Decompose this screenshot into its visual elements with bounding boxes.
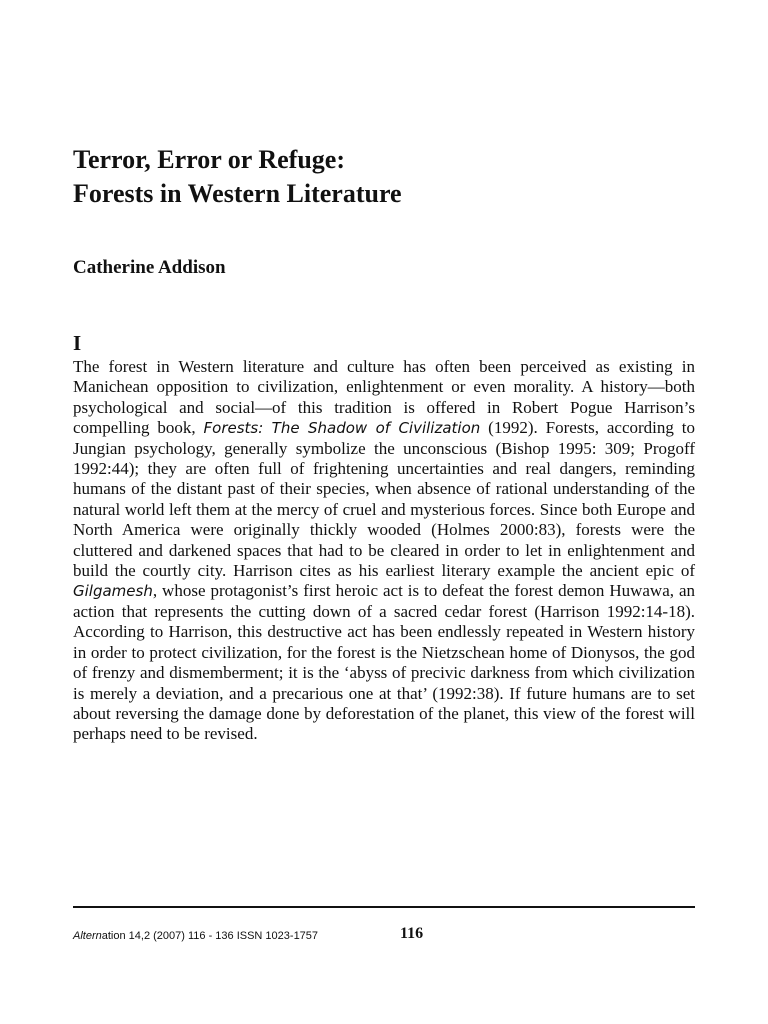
article-title-line-2: Forests in Western Literature: [73, 179, 402, 208]
body-text-part-2: (1992). Forests, according to Jungian psychology, generally symbolize the unconscious (Bishop 1995: 309; Progoff 1992:44); they are often full of frightening uncertainties and real dangers, reminding humans of the distant past of their species, when absence of rational understanding of the natural world left them at the mercy of cruel and mysterious forces. Since both Europe and North America were originally thickly wooded (Holmes 2000:83), forests were the cluttered and darkened spaces that had to be cleared in order to let in enlightenment and build the courtly city. Harrison cites as his earliest literary example the ancient epic of: [73, 418, 695, 581]
page-footer: [73, 927, 695, 947]
journal-details: ation 14,2 (2007) 116 - 136 ISSN 1023-1757: [101, 930, 319, 942]
book-title: Forests: The Shadow of Civilization: [203, 419, 481, 438]
article-title-line-1: Terror, Error or Refuge:: [73, 145, 345, 174]
body-paragraph: [73, 357, 695, 745]
article-title: [73, 143, 693, 211]
body-text-part-3: , whose protagonist’s first heroic act is to defeat the forest demon Huwawa, an action that represents the cutting down of a sacred cedar forest (Harrison 1992:14-18). According to Harrison, this destructive act has been endlessly repeated in Western history in order to protect civilization, for the forest is the Nietzschean home of Dionysos, the god of frenzy and dismemberment; it is the ‘abyss of precivic darkness from which civilization is merely a deviation, and a precarious one at that’ (1992:38). If future humans are to set about reversing the damage done by deforestation of the planet, this view of the forest will perhaps need to be revised.: [73, 581, 695, 744]
author-name: Catherine Addison: [73, 257, 226, 278]
page-number: 116: [400, 925, 424, 942]
epic-title: Gilgamesh: [73, 582, 153, 601]
body-text-part-1: The forest in Western literature and culture has often been perceived as existing in Manichean opposition to civilization, enlightenment or even morality. A history—both psychological and social—of this tradition is offered in Robert Pogue Harrison’s compelling book,: [73, 357, 695, 438]
footer-divider: [73, 906, 695, 908]
section-heading: I: [73, 331, 82, 355]
journal-citation: [73, 929, 318, 943]
journal-name: Altern: [73, 930, 102, 942]
